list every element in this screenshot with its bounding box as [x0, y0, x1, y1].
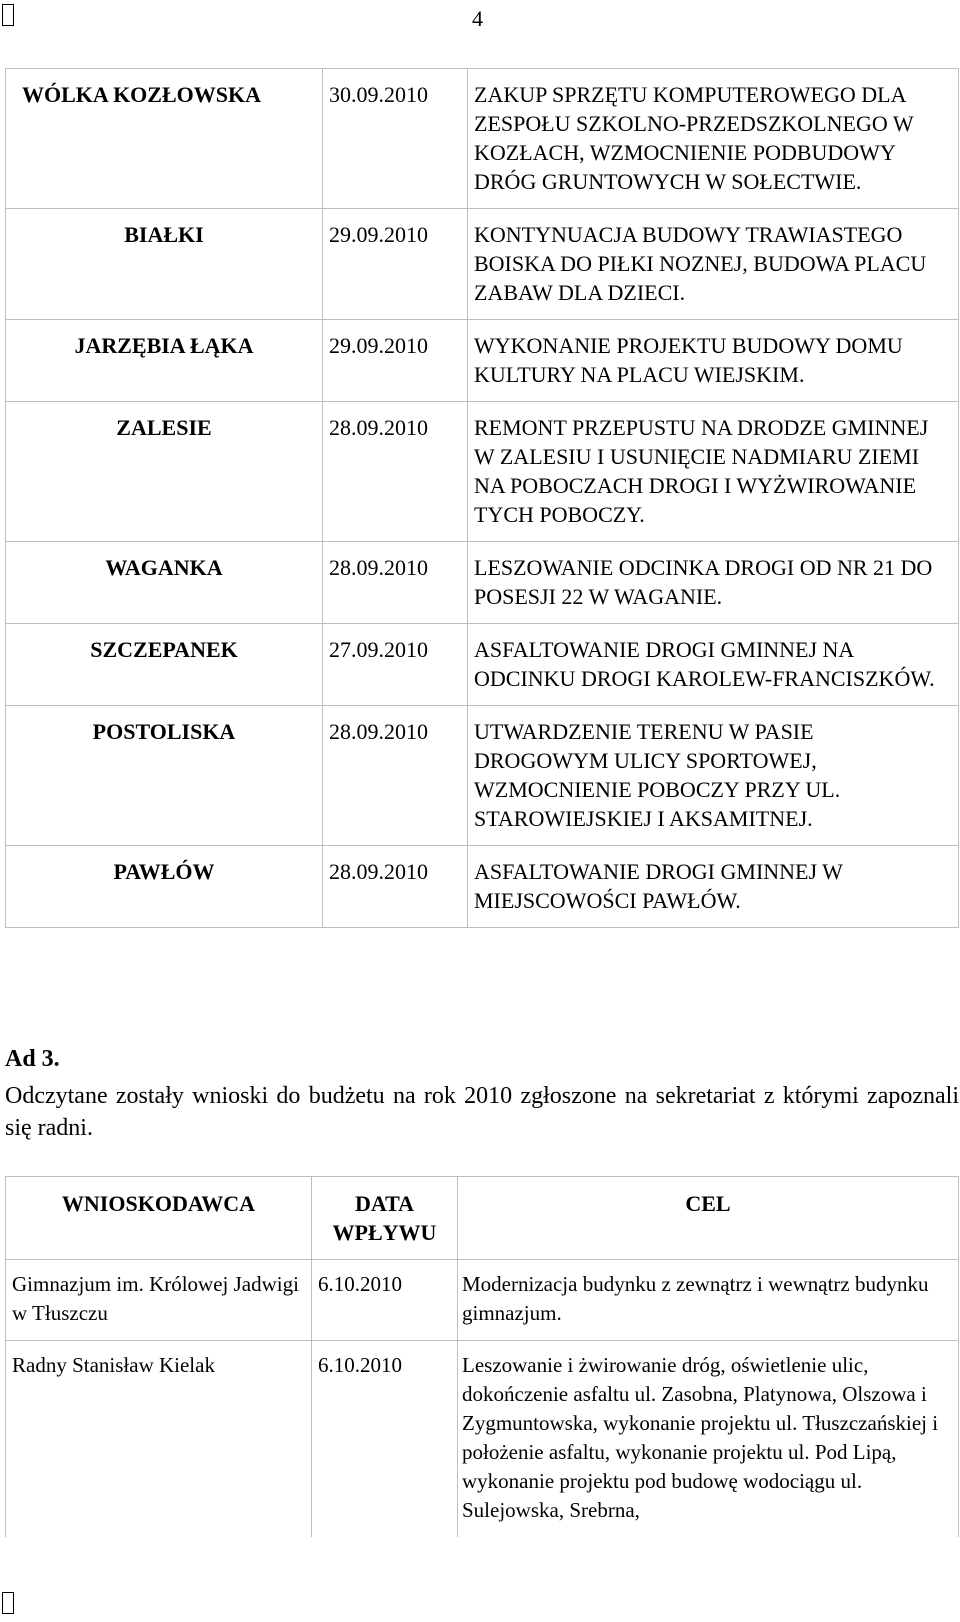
page-number: 4	[472, 6, 483, 31]
project-goal: ASFALTOWANIE DROGI GMINNEJ NA ODCINKU DROGI KAROLEW-FRANCISZKÓW.	[468, 624, 959, 706]
request-date: 29.09.2010	[323, 320, 468, 402]
table-row	[6, 209, 959, 320]
submission-date: 6.10.2010	[312, 1260, 458, 1341]
request-date: 28.09.2010	[323, 846, 468, 928]
submission-date: 6.10.2010	[312, 1341, 458, 1538]
village-name: WÓLKA KOZŁOWSKA	[6, 69, 323, 209]
applicant-name: Radny Stanisław Kielak	[6, 1341, 312, 1538]
table-row	[6, 624, 959, 706]
project-goal: LESZOWANIE ODCINKA DROGI OD NR 21 DO POSESJI 22 W WAGANIE.	[468, 542, 959, 624]
request-date: 30.09.2010	[323, 69, 468, 209]
table-row	[6, 69, 959, 209]
column-header-applicant: WNIOSKODAWCA	[6, 1177, 312, 1260]
column-header-goal: CEL	[458, 1177, 959, 1260]
table-row	[6, 846, 959, 928]
table-row	[6, 706, 959, 846]
request-date: 28.09.2010	[323, 706, 468, 846]
village-name: SZCZEPANEK	[6, 624, 323, 706]
section-heading: Ad 3.	[5, 1046, 60, 1072]
request-date: 27.09.2010	[323, 624, 468, 706]
column-header-date: DATA WPŁYWU	[312, 1177, 458, 1260]
village-name: ZALESIE	[6, 402, 323, 542]
request-date: 28.09.2010	[323, 542, 468, 624]
table-row	[6, 542, 959, 624]
table-row	[6, 320, 959, 402]
village-name: JARZĘBIA ŁĄKA	[6, 320, 323, 402]
missing-glyph-icon-bottom	[2, 1592, 14, 1614]
table-row	[6, 1260, 959, 1341]
project-goal: KONTYNUACJA BUDOWY TRAWIASTEGO BOISKA DO PIŁKI NOZNEJ, BUDOWA PLACU ZABAW DLA DZIECI.	[468, 209, 959, 320]
request-goal: Leszowanie i żwirowanie dróg, oświetlenie ulic, dokończenie asfaltu ul. Zasobna, Platynowa, Olszowa i Zygmuntowska, wykonanie projektu ul. Tłuszczańskiej i położenie asfaltu, wykonanie projektu ul. Pod Lipą, wykonanie projektu pod budowę wodociągu ul. Sulejowska, Srebrna,	[458, 1341, 959, 1538]
project-goal: REMONT PRZEPUSTU NA DRODZE GMINNEJ W ZALESIU I USUNIĘCIE NADMIARU ZIEMI NA POBOCZACH DROGI I WYŻWIROWANIE TYCH POBOCZY.	[468, 402, 959, 542]
project-goal: UTWARDZENIE TERENU W PASIE DROGOWYM ULICY SPORTOWEJ, WZMOCNIENIE POBOCZY PRZY UL. STAROWIEJSKIEJ I AKSAMITNEJ.	[468, 706, 959, 846]
village-name: PAWŁÓW	[6, 846, 323, 928]
village-name: POSTOLISKA	[6, 706, 323, 846]
table-row	[6, 1341, 959, 1538]
section-paragraph: Odczytane zostały wnioski do budżetu na rok 2010 zgłoszone na sekretariat z którymi zapoznali się radni.	[5, 1083, 959, 1141]
project-goal: WYKONANIE PROJEKTU BUDOWY DOMU KULTURY NA PLACU WIEJSKIM.	[468, 320, 959, 402]
request-goal: Modernizacja budynku z zewnątrz i wewnątrz budynku gimnazjum.	[458, 1260, 959, 1341]
table-header-row	[6, 1177, 959, 1260]
missing-glyph-icon-top	[2, 4, 14, 26]
project-goal: ASFALTOWANIE DROGI GMINNEJ W MIEJSCOWOŚCI PAWŁÓW.	[468, 846, 959, 928]
project-goal: ZAKUP SPRZĘTU KOMPUTEROWEGO DLA ZESPOŁU SZKOLNO-PRZEDSZKOLNEGO W KOZŁACH, WZMOCNIENIE PODBUDOWY DRÓG GRUNTOWYCH W SOŁECTWIE.	[468, 69, 959, 209]
table-row	[6, 402, 959, 542]
village-name: BIAŁKI	[6, 209, 323, 320]
village-projects-table	[5, 68, 959, 928]
request-date: 29.09.2010	[323, 209, 468, 320]
budget-requests-table	[5, 1176, 959, 1537]
village-name: WAGANKA	[6, 542, 323, 624]
applicant-name: Gimnazjum im. Królowej Jadwigi w Tłuszczu	[6, 1260, 312, 1341]
request-date: 28.09.2010	[323, 402, 468, 542]
